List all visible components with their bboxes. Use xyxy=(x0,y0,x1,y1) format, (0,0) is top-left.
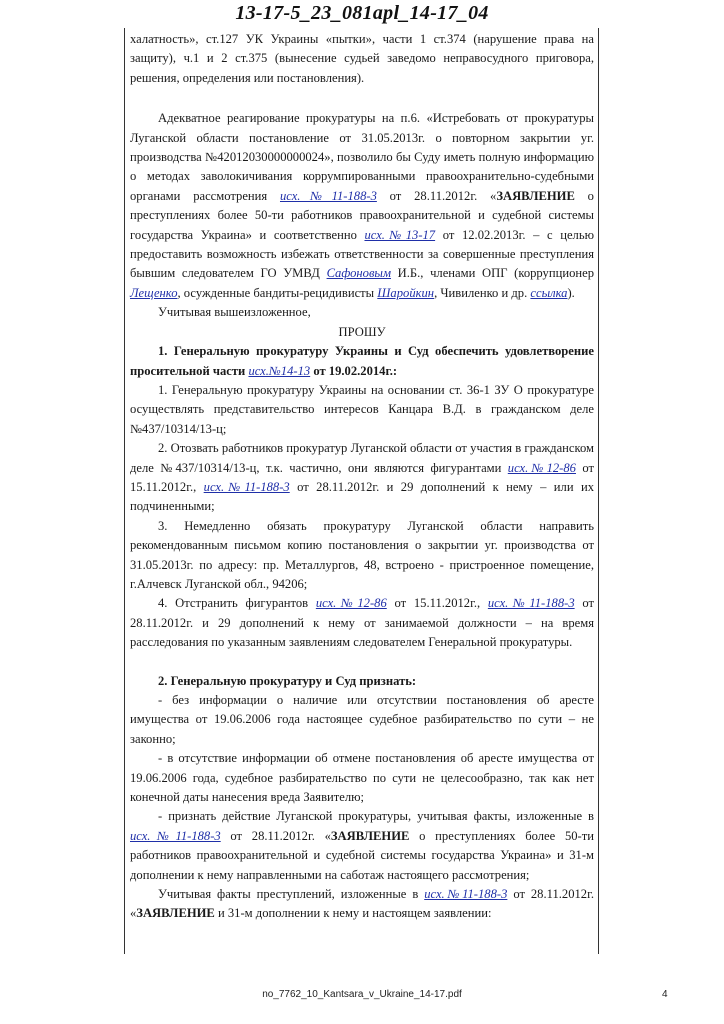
paragraph-text: Учитывая вышеизложенное, xyxy=(158,305,311,320)
section-1-heading xyxy=(130,342,594,381)
paragraph-text: Адекватное реагирование прокуратуры на п.6. «Истребовать от прокуратуры Луганской области постановление от 31.05.2013г. о повторном закрытии уг. производства №42012030000000024», позволило бы Суду иметь полную информацию о методах заволокичивания коррумпированными правоохранительно-судебными органами рассмотрения xyxy=(130,111,594,203)
emphasis-zayavlenie: ЗАЯВЛЕНИЕ xyxy=(330,828,410,843)
bullet-item-2 xyxy=(130,749,594,807)
ref-link-11-188-3[interactable]: исх.№11-188-3 xyxy=(130,828,221,843)
list-item-3 xyxy=(130,517,594,595)
paragraph-text: и 31-м дополнении к нему и настоящем заявлении: xyxy=(214,906,492,921)
footer-filename: no_7762_10_Kantsara_v_Ukraine_14-17.pdf xyxy=(262,989,462,1000)
bullet-text: - признать действие Луганской прокуратуры, учитывая факты, изложенные в xyxy=(158,809,594,824)
list-item-text: 3. Немедленно обязать прокуратуру Луганской области направить рекомендованным письмом копию постановления о закрытии уг. производства от 31.05.2013г. по адресу: пр. Металлургов, 48, встроено - пристроенное помещение, г.Алчевск Луганской обл., 94206; xyxy=(130,518,594,591)
document-body xyxy=(130,30,594,924)
paragraph-considering-facts xyxy=(130,885,594,924)
ref-link-safonov[interactable]: Сафоновым xyxy=(326,266,391,281)
ref-link-13-17[interactable]: исх.№13-17 xyxy=(364,227,436,242)
bullet-text: о преступлениях более 50-ти работников правоохранительной и судебной системы государства Украина» и 31-м дополнении к нему направленными на саботаж настоящего рассмотрения; xyxy=(130,828,594,882)
list-item-text: от 15.11.2012г., xyxy=(130,460,595,494)
ref-link-sharoykin[interactable]: Шаройкин xyxy=(377,285,435,300)
list-item-1 xyxy=(130,381,594,439)
page-frame-left-rule xyxy=(124,28,125,954)
paragraph-text: от 28.11.2012г. « xyxy=(130,887,594,921)
emphasis-zayavlenie: ЗАЯВЛЕНИЕ xyxy=(136,906,215,921)
section-2-heading xyxy=(130,672,594,691)
paragraph-text: от 12.02.2013г. – с целью предоставить возможность избежать ответственности за совершенные преступления бывшим следователем ГО УМВД xyxy=(130,227,594,281)
paragraph-text: , осужденные бандиты-рецидивисты xyxy=(177,285,378,300)
paragraph-text: , Чивиленко и др. xyxy=(434,285,531,300)
ref-link-11-188-3[interactable]: исх.№11-188-3 xyxy=(424,887,508,902)
ref-link-11-188-3[interactable]: исх.№11-188-3 xyxy=(203,479,290,494)
list-item-text: от 28.11.2012г. и 29 дополнений к нему от занимаемой должности – на время расследования по указанным заявлениям следователем Генеральной прокуратуры. xyxy=(130,596,594,650)
list-item-4 xyxy=(130,594,594,652)
ref-link-14-13[interactable]: исх.№14-13 xyxy=(248,363,311,378)
paragraph-text: халатность», ст.127 УК Украины «пытки», части 1 ст.374 (нарушение права на защиту), ч.1 и 2 ст.375 (вынесение судьей заведомо неправосудного приговора, решения, определения или постановления). xyxy=(130,32,594,85)
paragraph-continuation xyxy=(130,30,594,88)
section-heading-text: от 19.02.2014г.: xyxy=(310,363,398,378)
bullet-text: - в отсутствие информации об отмене постановления об аресте имущества от 19.06.2006 года, судебное разбирательство по сути не целесообразно, так как нет конечной даты нанесения вреда Заявителю; xyxy=(130,751,594,805)
page-frame-right-rule xyxy=(598,28,599,954)
ref-link-11-188-3[interactable]: исх.№11-188-3 xyxy=(487,596,575,611)
list-item-text: 4. Отстранить фигурантов xyxy=(158,596,316,611)
document-header-title: 13-17-5_23_081apl_14-17_04 xyxy=(235,2,489,24)
list-item-text: 2. Отозвать работников прокуратур Луганской области от участия в гражданском деле №437/10314/13-ц, т.к. частично, они являются фигурантами xyxy=(130,441,594,475)
ref-link-ssylka[interactable]: ссылка xyxy=(530,285,568,300)
section-heading-text: 2. Генеральную прокуратуру и Суд признать: xyxy=(158,673,417,688)
footer-page-number: 4 xyxy=(662,989,668,1000)
paragraph-text: Учитывая факты преступлений, изложенные в xyxy=(158,887,425,902)
ref-link-leshchenko[interactable]: Лещенко xyxy=(130,285,178,300)
bullet-text: - без информации о наличие или отсутствии постановления об аресте имущества от 19.06.2006 года настоящее судебное разбирательство по сути – не законно; xyxy=(130,693,594,746)
ref-link-12-86[interactable]: исх.№12-86 xyxy=(507,460,576,475)
list-item-text: от 15.11.2012г., xyxy=(386,596,488,611)
heading-prosu: ПРОШУ xyxy=(338,324,386,339)
list-item-2 xyxy=(130,439,594,517)
ref-link-12-86[interactable]: исх.№12-86 xyxy=(315,596,387,611)
paragraph-text: о преступлениях более 50-ти работников правоохранительной и судебной системы государства Украина» и соответственно xyxy=(130,188,594,242)
section-heading-text: 1. Генеральную прокуратуру Украины и Суд обеспечить удовлетворение просительной части xyxy=(130,344,594,378)
list-item-text: 1. Генеральную прокуратуру Украины на основании ст. 36-1 ЗУ О прокуратуре осуществлять представительство интересов Канцара В.Д. в гражданском деле №437/10314/13-ц; xyxy=(130,382,594,436)
paragraph-text: ). xyxy=(567,285,575,300)
bullet-text: от 28.11.2012г. « xyxy=(220,828,331,843)
paragraph-prosecutor-response xyxy=(130,109,594,303)
paragraph-considering xyxy=(130,303,594,322)
emphasis-zayavlenie: ЗАЯВЛЕНИЕ xyxy=(496,188,575,203)
list-item-text: от 28.11.2012г. и 29 дополнений к нему – или их подчиненными; xyxy=(130,479,594,514)
bullet-item-1 xyxy=(130,691,594,749)
paragraph-text: И.Б., членами ОПГ (коррупционер xyxy=(391,266,594,281)
bullet-item-3 xyxy=(130,807,594,885)
ref-link-11-188-3[interactable]: исх.№11-188-3 xyxy=(279,188,377,203)
paragraph-text: от 28.11.2012г. « xyxy=(376,188,497,203)
